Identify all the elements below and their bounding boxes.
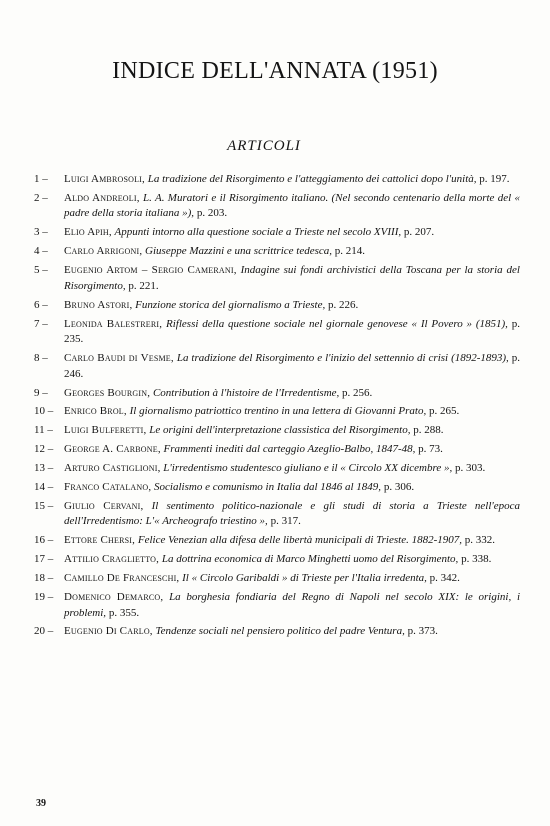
entry-title: La tradizione del Risorgimento e l'atteggiamento dei cattolici dopo l'unità,: [147, 173, 477, 185]
entry-number: 19 –: [34, 591, 54, 603]
article-entry: [34, 571, 520, 587]
entry-author: Enrico Brol,: [64, 405, 127, 418]
entry-number: 8 –: [34, 352, 48, 365]
article-list: [34, 172, 520, 643]
entry-author: Arturo Castiglioni,: [64, 462, 161, 475]
entry-number: 16 –: [34, 534, 54, 547]
entry-page-ref: p. 197.: [476, 173, 510, 185]
entry-title: Indagine sui fondi archivistici della Toscana per la storia del Risorgimento,: [64, 264, 520, 292]
entry-author: Georges Bourgin,: [64, 386, 151, 399]
entry-number: 1 –: [34, 173, 48, 185]
entry-page-ref: p. 73.: [415, 443, 443, 456]
entry-title: Tendenze sociali nel pensiero politico del padre Ventura,: [155, 625, 405, 638]
entry-title: Il sentimento politico-nazionale e gli studi di storia a Trieste nell'epoca dell'Irredentismo: L'« Archeografo triestino »,: [64, 499, 521, 528]
entry-page-ref: p. 288.: [410, 424, 444, 437]
article-entry: [34, 480, 520, 496]
article-entry: [34, 263, 520, 294]
entry-number: 2 –: [34, 191, 48, 204]
article-entry: [34, 442, 520, 458]
entry-number: 6 –: [34, 298, 48, 311]
article-entry: [34, 404, 520, 420]
article-entry: [34, 191, 520, 222]
entry-author: Domenico Demarco,: [64, 591, 164, 603]
entry-title: Le origini dell'interpretazione classistica del Risorgimento,: [149, 424, 411, 437]
entry-number: 20 –: [34, 625, 54, 638]
entry-number: 15 –: [34, 499, 54, 512]
entry-title: Appunti intorno alla questione sociale a Trieste nel secolo XVIII,: [114, 226, 402, 239]
entry-page-ref: p. 338.: [458, 553, 492, 566]
entry-page-ref: p. 306.: [381, 480, 415, 493]
entry-title: La borghesia fondiaria del Regno di Napoli nel secolo XIX: le origini, i problemi,: [64, 591, 520, 619]
entry-title: L'irredentismo studentesco giuliano e il « Circolo XX dicembre »,: [163, 462, 453, 475]
entry-title: La tradizione del Risorgimento e l'inizio del settennio di crisi (1892-1893),: [176, 352, 509, 365]
entry-number: 5 –: [34, 264, 48, 277]
entry-author: George A. Carbone,: [64, 443, 161, 456]
entry-title: Socialismo e comunismo in Italia dal 1846 al 1849,: [154, 480, 382, 493]
article-entry: [34, 225, 520, 241]
article-entry: [34, 386, 520, 402]
entry-author: Giulio Cervani,: [64, 499, 144, 512]
page-title: INDICE DELL'ANNATA (1951): [112, 58, 438, 84]
entry-author: Eugenio Di Carlo,: [64, 625, 153, 638]
entry-page-ref: p. 303.: [452, 462, 486, 475]
entry-page-ref: p. 265.: [426, 405, 460, 418]
entry-page-ref: p. 203.: [194, 207, 228, 220]
entry-author: Camillo De Franceschi,: [64, 572, 180, 585]
entry-author: Carlo Baudi di Vesme,: [64, 352, 174, 365]
article-entry: [34, 298, 520, 314]
entry-author: Luigi Ambrosoli,: [64, 173, 145, 185]
article-entry: [34, 172, 520, 188]
article-entry: [34, 533, 520, 549]
entry-page-ref: p. 221.: [125, 279, 159, 292]
article-entry: [34, 351, 520, 382]
entry-number: 9 –: [34, 386, 48, 399]
entry-author: Franco Catalano,: [64, 480, 152, 493]
section-heading: ARTICOLI: [227, 138, 301, 154]
entry-author: Leonida Balestreri,: [64, 317, 163, 330]
entry-title: Il giornalismo patriottico trentino in una lettera di Giovanni Prato,: [129, 405, 427, 418]
entry-number: 18 –: [34, 572, 54, 585]
entry-number: 13 –: [34, 462, 54, 475]
entry-author: Elio Apih,: [64, 226, 112, 239]
entry-number: 3 –: [34, 226, 48, 239]
article-entry: [34, 552, 520, 568]
entry-page-ref: p. 207.: [401, 226, 435, 239]
entry-page-ref: p. 226.: [325, 298, 359, 311]
article-entry: [34, 461, 520, 477]
article-entry: [34, 624, 520, 640]
entry-number: 7 –: [34, 317, 48, 330]
entry-page-ref: p. 332.: [462, 534, 496, 547]
entry-number: 12 –: [34, 443, 54, 456]
article-entry: [34, 317, 520, 348]
entry-page-ref: p. 235.: [64, 317, 521, 346]
entry-number: 17 –: [34, 553, 54, 566]
entry-page-ref: p. 256.: [339, 386, 373, 399]
entry-title: Frammenti inediti dal carteggio Azeglio-Balbo, 1847-48,: [163, 443, 416, 456]
entry-author: Eugenio Artom – Sergio Camerani,: [64, 264, 237, 277]
entry-title: Contribution à l'histoire de l'Irredentisme,: [152, 386, 340, 399]
entry-author: Luigi Bulferetti,: [64, 424, 147, 437]
entry-page-ref: p. 373.: [404, 625, 438, 638]
entry-page-ref: p. 342.: [426, 572, 460, 585]
page-number: 39: [36, 798, 46, 809]
entry-title: Il « Circolo Garibaldi » di Trieste per l'Italia irredenta,: [182, 572, 427, 585]
entry-author: Ettore Chersi,: [64, 534, 136, 547]
entry-number: 4 –: [34, 245, 48, 258]
article-entry: [34, 423, 520, 439]
entry-title: Felice Venezian alla difesa delle libertà municipali di Trieste. 1882-1907,: [137, 534, 463, 547]
entry-author: Attilio Craglietto,: [64, 553, 160, 566]
entry-author: Carlo Arrigoni,: [64, 245, 143, 258]
entry-title: La dottrina economica di Marco Minghetti uomo del Risorgimento,: [161, 553, 459, 566]
article-entry: [34, 590, 520, 621]
entry-title: Riflessi della questione sociale nel giornale genovese « Il Povero » (1851),: [166, 317, 508, 330]
entry-title: Giuseppe Mazzini e una scrittrice tedesca,: [145, 245, 333, 258]
entry-author: Aldo Andreoli,: [64, 191, 140, 204]
entry-page-ref: p. 317.: [267, 515, 301, 528]
entry-number: 10 –: [34, 405, 54, 418]
entry-title: Funzione storica del giornalismo a Trieste,: [135, 298, 326, 311]
entry-page-ref: p. 246.: [64, 352, 521, 380]
entry-author: Bruno Astori,: [64, 298, 133, 311]
article-entry: [34, 244, 520, 260]
article-entry: [34, 499, 520, 530]
entry-page-ref: p. 355.: [106, 606, 140, 619]
entry-page-ref: p. 214.: [332, 245, 366, 258]
entry-title: L. A. Muratori e il Risorgimento italiano. (Nel secondo centenario della morte del « padre della storia italiana »),: [64, 191, 520, 220]
entry-number: 11 –: [34, 424, 53, 437]
entry-number: 14 –: [34, 480, 54, 493]
